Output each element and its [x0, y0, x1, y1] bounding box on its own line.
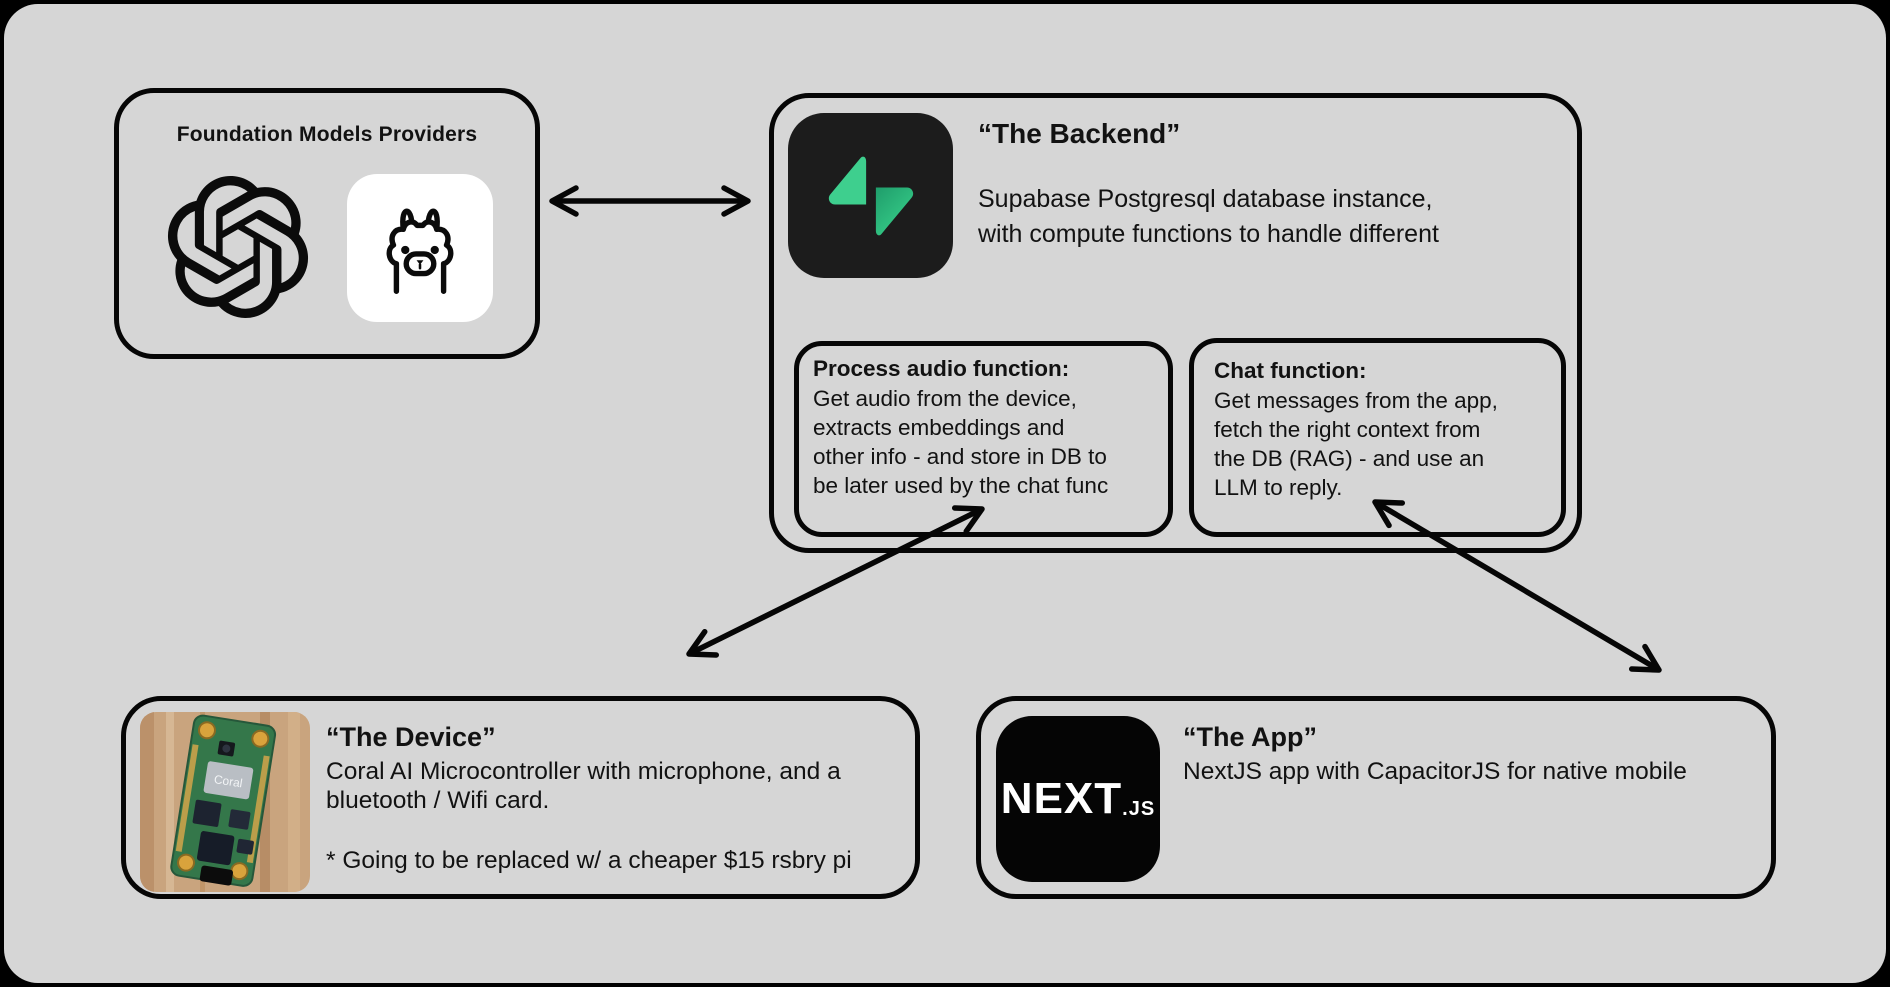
device-note: * Going to be replaced w/ a cheaper $15 rsbry pi [326, 847, 852, 874]
backend-description [978, 182, 1439, 252]
nextjs-icon [996, 716, 1160, 882]
svg-text:Coral: Coral [213, 772, 244, 791]
process-audio-line: extracts embeddings and [813, 415, 1065, 440]
backend-description-line: with compute functions to handle different [978, 220, 1439, 248]
chat-function-line: fetch the right context from [1214, 417, 1481, 442]
device-box [121, 696, 920, 899]
chat-function-line: Get messages from the app, [1214, 388, 1498, 413]
process-audio-function-box [794, 341, 1173, 537]
nextjs-logo-suffix: .JS [1122, 798, 1156, 820]
ollama-llama-icon [347, 174, 493, 322]
nextjs-logo-text: NEXT [1000, 774, 1123, 823]
chat-function-box [1189, 338, 1566, 537]
supabase-icon [788, 113, 953, 278]
device-description-line: bluetooth / Wifi card. [326, 787, 550, 814]
app-title: “The App” [1183, 722, 1317, 752]
app-box [976, 696, 1776, 899]
device-description-line: Coral AI Microcontroller with microphone, and a [326, 758, 841, 785]
chat-function-line: LLM to reply. [1214, 475, 1343, 500]
process-audio-line: Get audio from the device, [813, 386, 1077, 411]
device-title: “The Device” [326, 722, 496, 752]
chat-function-title: Chat function: [1214, 358, 1367, 383]
foundation-models-box [114, 88, 540, 359]
chat-function-line: the DB (RAG) - and use an [1214, 446, 1485, 471]
process-audio-title: Process audio function: [813, 356, 1070, 381]
openai-logo-icon [167, 176, 309, 318]
backend-description-line: Supabase Postgresql database instance, [978, 185, 1433, 213]
backend-box [769, 93, 1582, 553]
foundation-models-title: Foundation Models Providers [176, 123, 478, 146]
process-audio-line: other info - and store in DB to [813, 444, 1107, 469]
device-description [326, 757, 841, 815]
app-description-line: NextJS app with CapacitorJS for native mobile [1183, 758, 1687, 785]
process-audio-line: be later used by the chat func [813, 473, 1109, 498]
backend-title: “The Backend” [978, 118, 1181, 149]
app-description [1183, 757, 1687, 786]
coral-board-photo [140, 712, 310, 892]
